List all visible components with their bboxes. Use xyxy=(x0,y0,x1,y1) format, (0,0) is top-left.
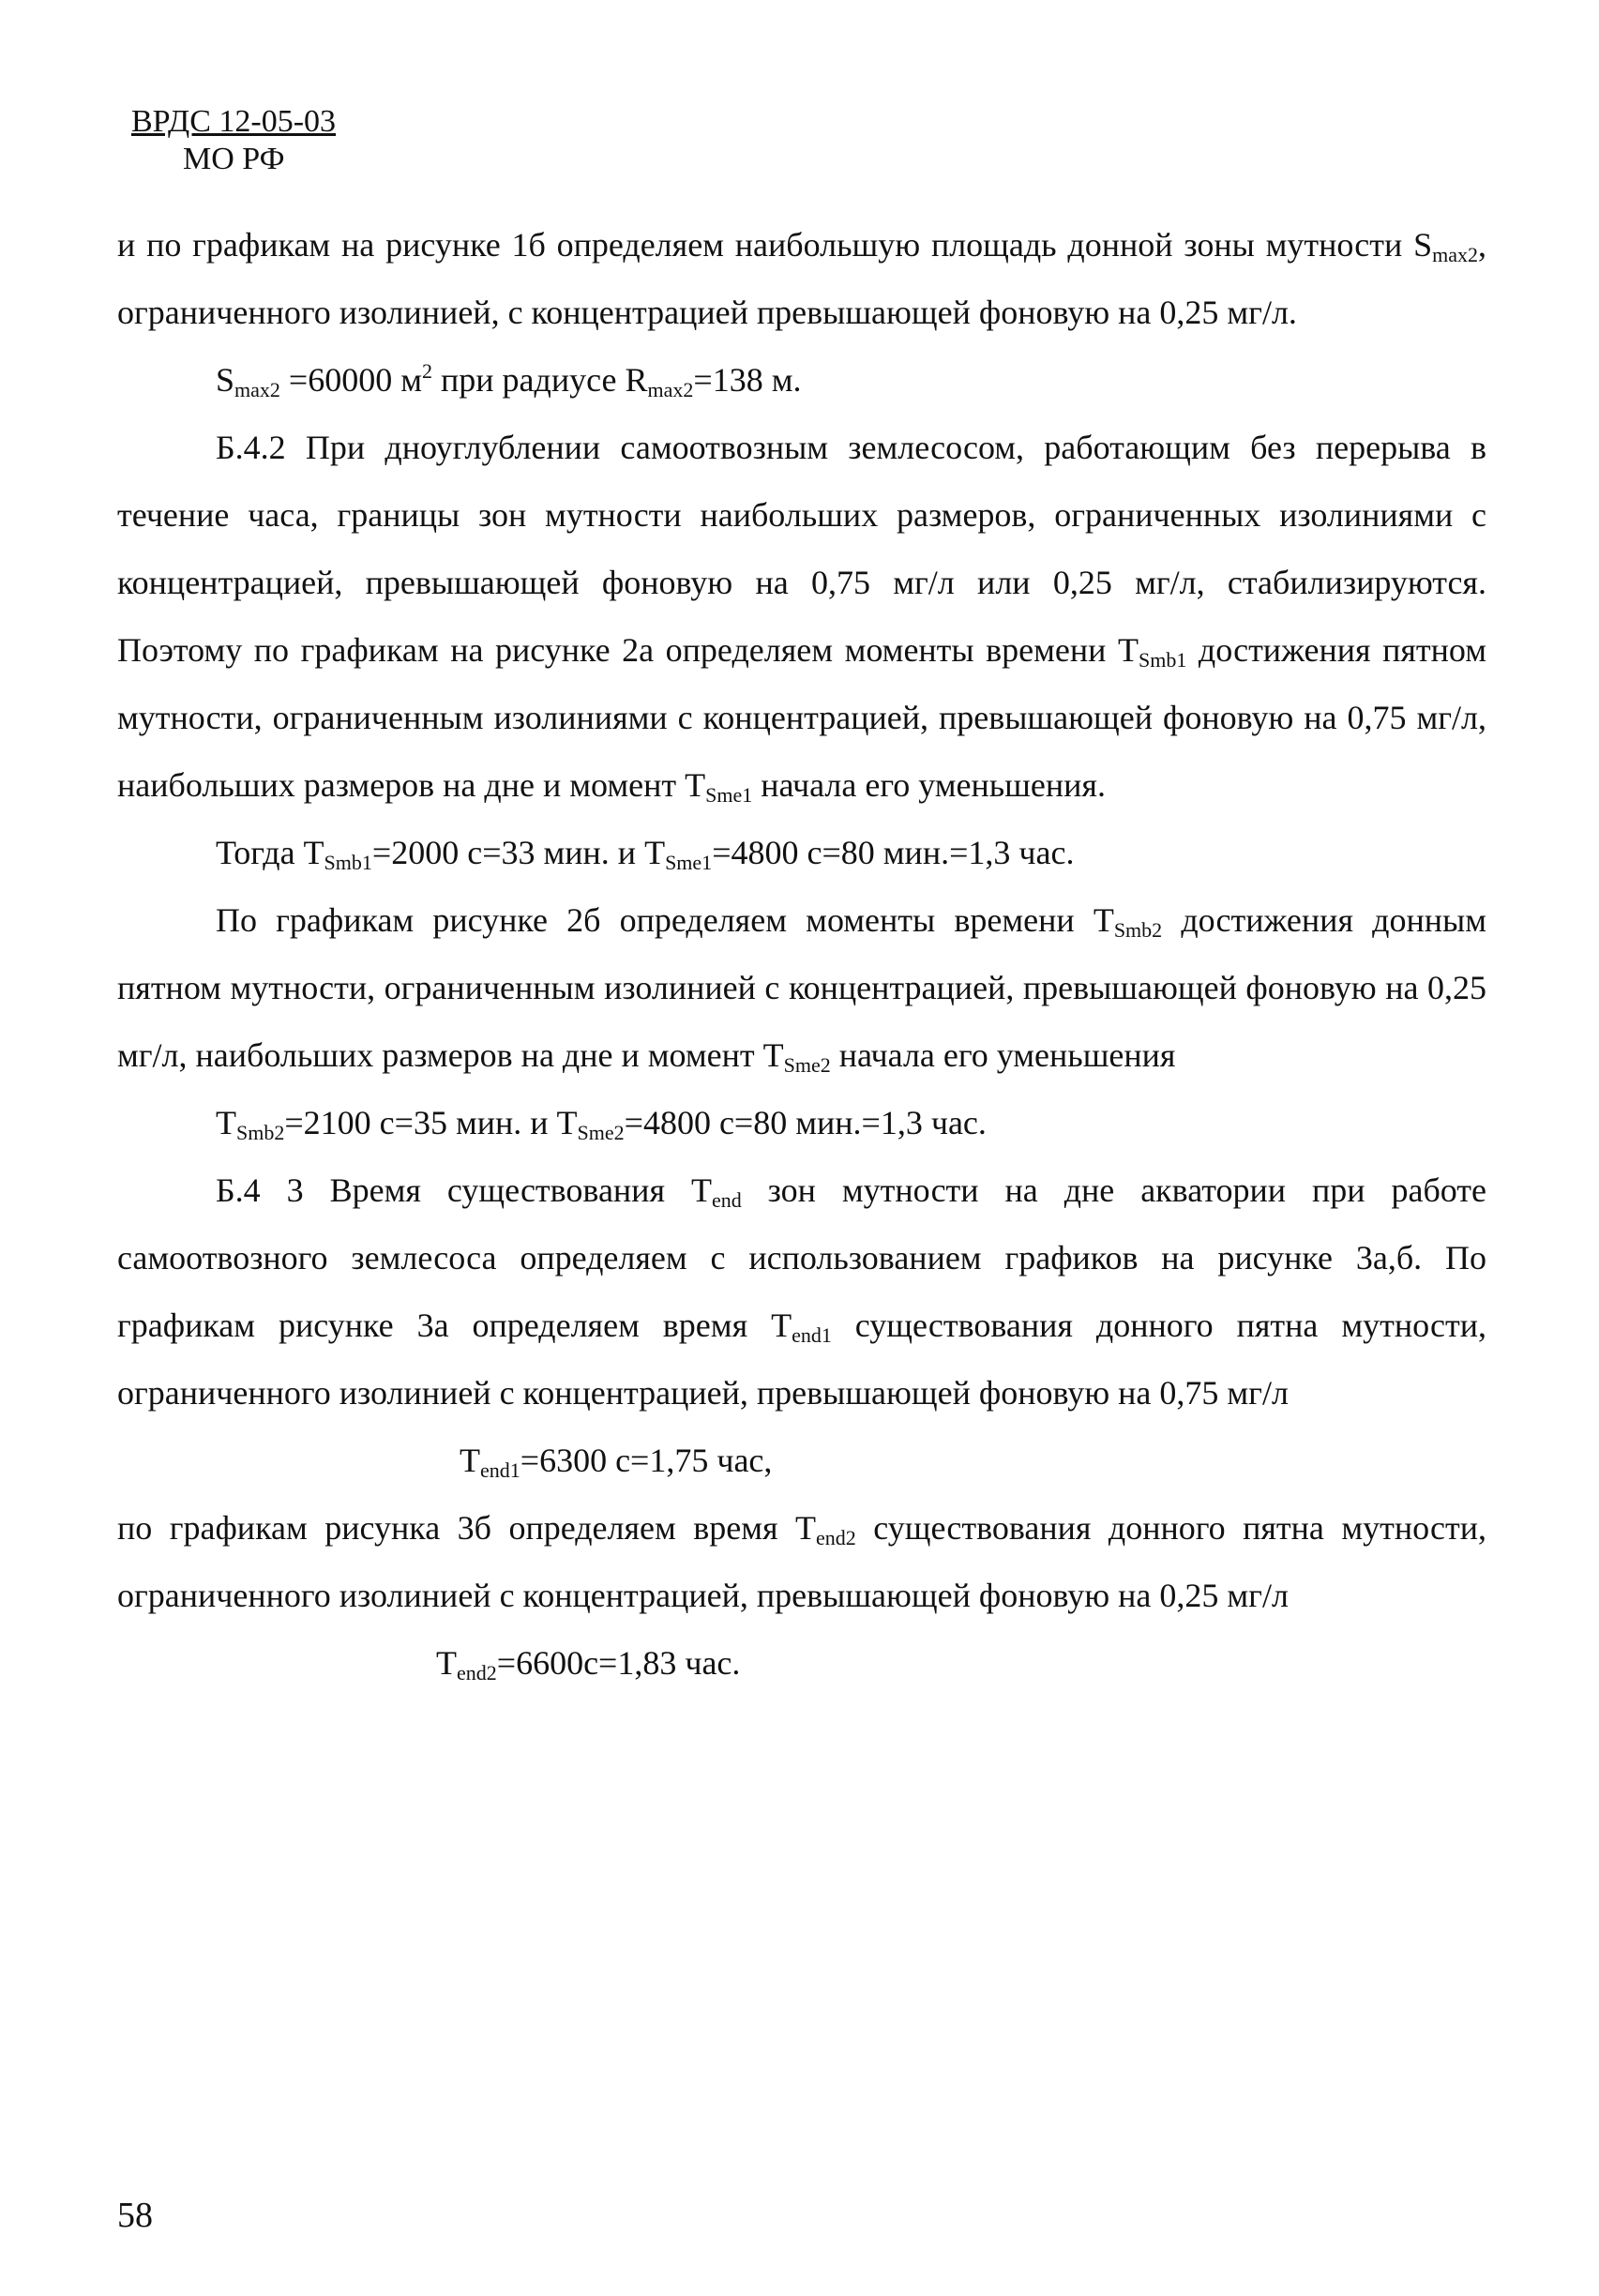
paragraph-figure-3b: по графикам рисунка 3б определяем время $T_{end2}$ существования донного пятна мутности, ограниченного изолинией с концентрацией, превышающей фоновую на 0,25 мг/л xyxy=(117,1509,1486,1614)
page-number: 58 xyxy=(117,2196,153,2235)
formula-t-smb1: Тогда $T_{Smb1}=2000$ с=33 мин. и $T_{Sme1}=4800$ с=80 мин.=1,3 час. xyxy=(216,834,1075,874)
document-header xyxy=(131,103,336,178)
formula-t-end2: $T_{end2}=6600с=1,83$ час. xyxy=(436,1644,741,1684)
paragraph-figure-2b: По графикам рисунке 2б определяем моменты времени $T_{Smb2}$ достижения донным пятном мутности, ограниченным изолинией с концентрацией, превышающей фоновую на 0,25 мг/л, наибольших размеров на дне и момент $T_{Sme2}$ начала его уменьшения xyxy=(117,901,1486,1077)
paragraph-b43: Б.4 3 Время существования $T_{end}$ зон мутности на дне акватории при работе самоотвозного землесоса определяем с использованием графиков на рисунке 3а,б. По графикам рисунке 3а определяем время $T_{end1}$ существования донного пятна мутности, ограниченного изолинией с концентрацией, превышающей фоновую на 0,75 мг/л xyxy=(117,1171,1487,1412)
formula-s-max2: $S_{max2} =60000$ $м^2$ при радиусе $R_{max2}=138$ м. xyxy=(216,359,802,401)
document-body xyxy=(117,211,1486,1697)
formula-t-smb2: $T_{Smb2}=2100$ с=35 мин. и $T_{Sme2}=4800$ с=80 мин.=1,3 час. xyxy=(216,1104,987,1144)
formula-t-end1: $T_{end1}=6300$ с=1,75 час, xyxy=(460,1442,773,1482)
paragraph-1: и по графикам на рисунке 1б определяем наибольшую площадь донной зоны мутности $S_{max2}$, ограниченного изолинией, с концентрацией превышающей фоновую на 0,25 мг/л. xyxy=(117,226,1486,331)
paragraph-b42: Б.4.2 При дноуглублении самоотвозным землесосом, работающим без перерыва в течение часа, границы зон мутности наибольших размеров, ограниченных изолиниями с концентрацией, превышающей фоновую на 0,75 мг/л или 0,25 мг/л, стабилизируются. Поэтому по графикам на рисунке 2а определяем моменты времени $T_{Smb1}$ достижения пятном мутности, ограниченным изолиниями с концентрацией, превышающей фоновую на 0,75 мг/л, наибольших размеров на дне и момент $T_{Sme1}$ начала его уменьшения. xyxy=(117,429,1486,807)
document-code: ВРДС 12-05-03 xyxy=(131,104,337,139)
organization: МО РФ xyxy=(183,142,285,176)
